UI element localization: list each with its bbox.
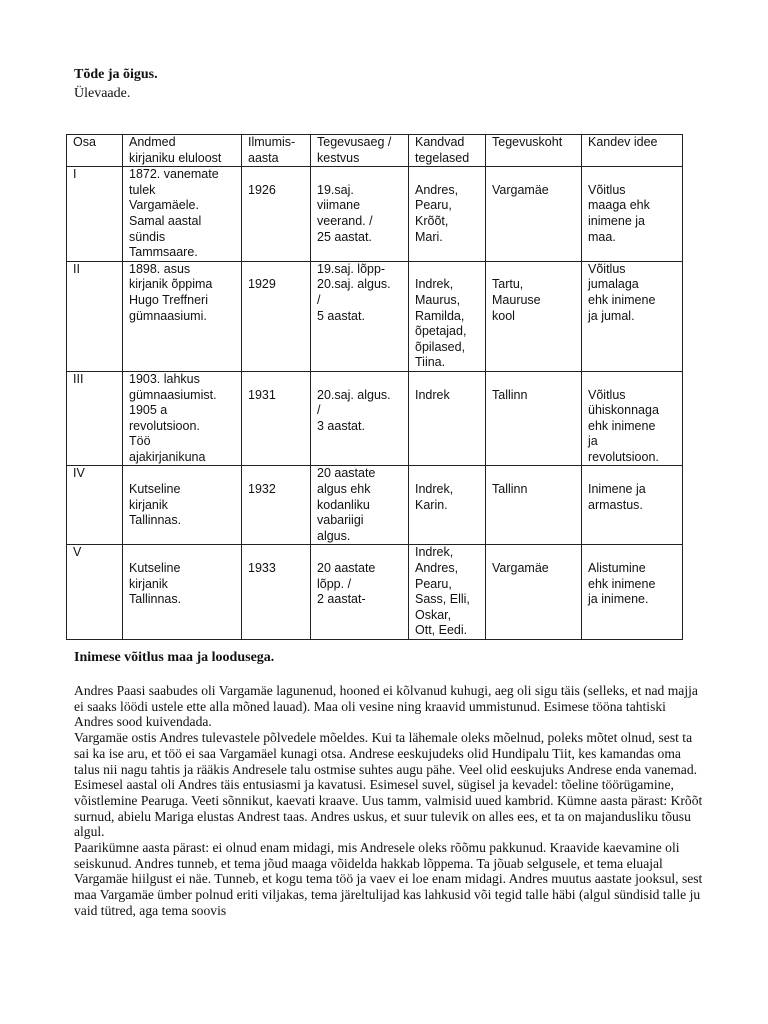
overview-table xyxy=(66,134,683,640)
table-cell: 20 aastate algus ehk kodanliku vabariigi algus. xyxy=(311,466,409,545)
table-cell: II xyxy=(67,261,123,371)
table-row xyxy=(67,545,683,640)
document-subtitle: Ülevaade. xyxy=(74,86,131,101)
table-cell: Kutseline kirjanik Tallinnas. xyxy=(123,545,242,640)
table-cell: 1933 xyxy=(242,545,311,640)
header-cell: Tegevusaeg / kestvus xyxy=(311,135,409,167)
section-heading: Inimese võitlus maa ja loodusega. xyxy=(74,650,275,665)
header-cell: Kandev idee xyxy=(582,135,683,167)
table-cell: 1929 xyxy=(242,261,311,371)
paragraph: Andres Paasi saabudes oli Vargamäe lagunenud, hooned ei kõlvanud kuhugi, aeg oli sigu täis (selleks, et nad majja ei saaks löödi ustele ette alla mõned lauad). Maa oli vesine ning kraavid ummistunud. Esimese tööna tahtiski Andres sood kuivendada. xyxy=(74,683,698,730)
table-cell: V xyxy=(67,545,123,640)
table-cell: 1931 xyxy=(242,371,311,466)
header-cell: Kandvad tegelased xyxy=(409,135,486,167)
table-cell: Indrek, Maurus, Ramilda, õpetajad, õpilased, Tiina. xyxy=(409,261,486,371)
body-text xyxy=(74,683,704,919)
table-row xyxy=(67,261,683,371)
table-cell: Andres, Pearu, Krõõt, Mari. xyxy=(409,167,486,262)
header-cell: Osa xyxy=(67,135,123,167)
table-cell: III xyxy=(67,371,123,466)
table-cell: Tartu, Mauruse kool xyxy=(486,261,582,371)
table-cell: 20 aastate lõpp. / 2 aastat- xyxy=(311,545,409,640)
table-cell: 1872. vanemate tulek Vargamäele. Samal aastal sündis Tammsaare. xyxy=(123,167,242,262)
header-cell: Andmed kirjaniku eluloost xyxy=(123,135,242,167)
table-cell: I xyxy=(67,167,123,262)
table-cell: Vargamäe xyxy=(486,545,582,640)
table-header-row xyxy=(67,135,683,167)
table-row xyxy=(67,466,683,545)
table-cell: Indrek, Andres, Pearu, Sass, Elli, Oskar, Ott, Eedi. xyxy=(409,545,486,640)
paragraph: Vargamäe ostis Andres tulevastele põlvedele mõeldes. Kui ta lähemale oleks mõelnud, poleks mõtet olnud, sest ta sai ka ise aru, et töö ei saa Vargamäel kunagi otsa. Andrese eeskujudeks olid Hundipalu Tiit, kes kamandas oma talus nii nagu tahtis ja rääkis Andresele talu ostmise suhtes augu pähe. Veel olid eeskujuks Andrese enda vanemad. xyxy=(74,730,698,777)
header-cell: Tegevuskoht xyxy=(486,135,582,167)
table-cell: 1926 xyxy=(242,167,311,262)
table-row xyxy=(67,167,683,262)
table-cell: Tallinn xyxy=(486,371,582,466)
table-cell: Tallinn xyxy=(486,466,582,545)
table-cell: Indrek xyxy=(409,371,486,466)
table-row xyxy=(67,371,683,466)
table-cell: 19.saj. viimane veerand. / 25 aastat. xyxy=(311,167,409,262)
header-cell: Ilmumis- aasta xyxy=(242,135,311,167)
table-cell: 1932 xyxy=(242,466,311,545)
paragraph: Paarikümne aasta pärast: ei olnud enam midagi, mis Andresele oleks rõõmu pakkunud. Kraavide kaevamine oli seiskunud. Andres tunneb, et tema jõud maaga võidelda hakkab lõppema. Ta jõuab selgusele, et tema eluajal Vargamäe hiilgust ei näe. Tunneb, et kogu tema töö ja vaev ei loe enam midagi. Andres muutus aastate jooksul, sest maa Vargamäe ümber polnud eriti viljakas, tema järeltulijad kas lahkusid või tegid talle häbi (algul sündisid talle ju vaid tütred, aga tema soovis xyxy=(74,840,703,918)
table-cell: Indrek, Karin. xyxy=(409,466,486,545)
paragraph: Esimesel aastal oli Andres täis entusiasmi ja kavatusi. Esimesel suvel, sügisel ja kevadel: tõeline töörügamine, võistlemine Pearuga. Veeti sõnnikut, kaevati kraave. Uus tamm, valmisid uued kambrid. Kümne aasta pärast: Krõõt surnud, abielu Mariga elustas Andrest taas. Andres uskus, et suur tulevik on alles ees, et ta on majandusliku tõusu algul. xyxy=(74,777,703,840)
table-cell: 1898. asus kirjanik õppima Hugo Treffneri gümnaasiumi. xyxy=(123,261,242,371)
table-cell: Alistumine ehk inimene ja inimene. xyxy=(582,545,683,640)
table-cell: Inimene ja armastus. xyxy=(582,466,683,545)
document-title: Tõde ja õigus. xyxy=(74,67,158,82)
table-cell: Võitlus ühiskonnaga ehk inimene ja revolutsioon. xyxy=(582,371,683,466)
table-cell: Võitlus maaga ehk inimene ja maa. xyxy=(582,167,683,262)
table-cell: 19.saj. lõpp- 20.saj. algus. / 5 aastat. xyxy=(311,261,409,371)
table-cell: Vargamäe xyxy=(486,167,582,262)
table-cell: 1903. lahkus gümnaasiumist. 1905 a revolutsioon. Töö ajakirjanikuna xyxy=(123,371,242,466)
table-cell: IV xyxy=(67,466,123,545)
table-cell: Kutseline kirjanik Tallinnas. xyxy=(123,466,242,545)
table-cell: Võitlus jumalaga ehk inimene ja jumal. xyxy=(582,261,683,371)
table-cell: 20.saj. algus. / 3 aastat. xyxy=(311,371,409,466)
